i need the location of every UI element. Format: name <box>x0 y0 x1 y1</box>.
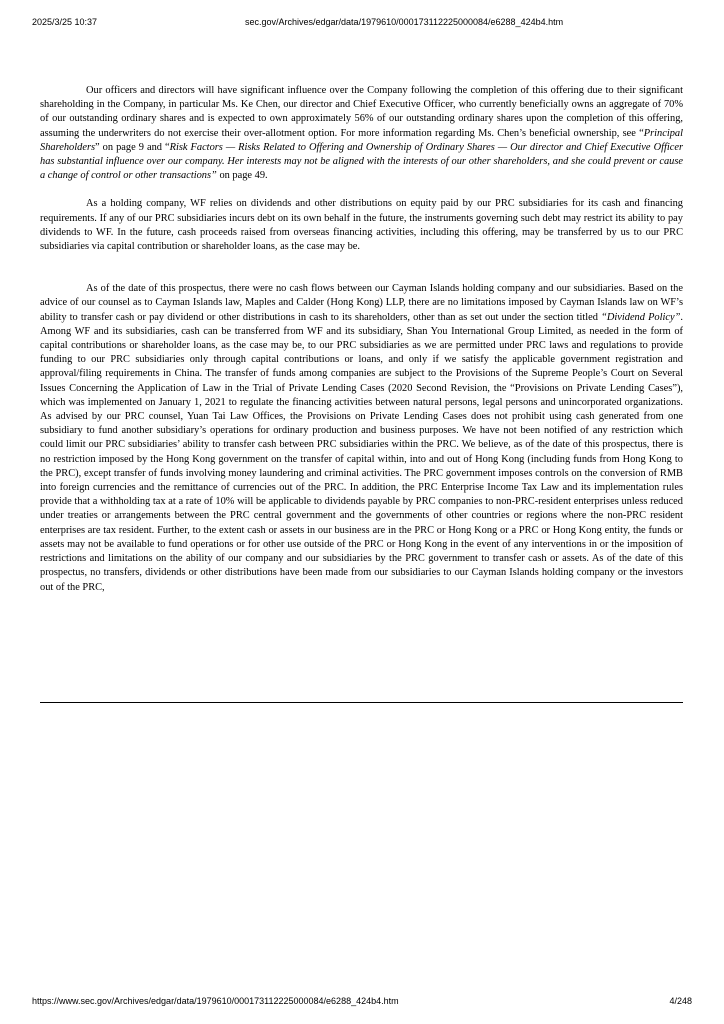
text-run: on page 49. <box>216 170 268 182</box>
header-url: sec.gov/Archives/edgar/data/1979610/000173112225000084/e6288_424b4.htm <box>245 17 564 27</box>
document-body <box>40 84 683 595</box>
italic-reference: Risk Factors — Risks Related to Offering and Ownership of Ordinary Shares — Our director and Chief Executive Officer has substantial influence over our company. Her interests may not be aligned with the interests of our other shareholders, and she could prevent or cause a change of control or other transactions” <box>40 141 683 182</box>
text-run: As of the date of this prospectus, there were no cash flows between our Cayman Islands holding company and our subsidiaries. Based on the advice of our counsel as to Cayman Islands law, Maples and Calder (Hong Kong) LLP, there are no limitations imposed by Cayman Islands law on WF’s ability to transfer cash or pay dividend or other distributions in cash to its shareholders, other than as set out under the section titled <box>40 283 683 323</box>
footer-url: https://www.sec.gov/Archives/edgar/data/1979610/000173112225000084/e6288_424b4.htm <box>32 996 399 1006</box>
header-datetime: 2025/3/25 10:37 <box>32 17 98 27</box>
text-run: Our officers and directors will have significant influence over the Company following the completion of this offering due to their significant shareholding in the Company, in particular Ms. Ke Chen, our director and Chief Executive Officer, who currently beneficially owns an aggregate of 70% of our outstanding ordinary shares and is expected to own approximately 56% of our outstanding ordinary shares upon the completion of this offering, assuming the underwriters do not exercise their over-allotment option. For more information regarding Ms. Chen’s beneficial ownership, see “ <box>40 85 683 139</box>
print-header <box>0 17 724 29</box>
print-footer <box>0 996 724 1008</box>
text-run: ” on page 9 and “ <box>95 141 170 153</box>
italic-reference: Principal Shareholders <box>40 127 683 153</box>
paragraph-officers-influence <box>40 84 683 183</box>
paragraph-cash-flows <box>40 282 683 594</box>
paragraph-holding-company: As a holding company, WF relies on dividends and other distributions on equity paid by our PRC subsidiaries for its cash and financing requirements. If any of our PRC subsidiaries incurs debt on its own behalf in the future, the instruments governing such debt may restrict its ability to pay dividends to WF. In the future, cash proceeds raised from overseas financing activities, including this offering, may be transferred by us to our PRC subsidiaries via capital contribution or shareholder loans, as the case may be. <box>40 198 683 253</box>
horizontal-rule <box>40 702 683 703</box>
page-number: 4/248 <box>669 996 692 1006</box>
italic-reference: “Dividend Policy” <box>601 311 681 323</box>
text-run: . Among WF and its subsidiaries, cash can be transferred from WF and its subsidiary, Shan You International Group Limited, as needed in the form of capital contributions or shareholder loans, as the case may be, to our PRC subsidiaries as we are permitted under PRC laws and regulations to provide funding to our PRC subsidiaries only through capital contributions or loans, and only if we satisfy the applicable government registration and approval/filing requirements in China. The transfer of funds among companies are subject to the Provisions of the Supreme People’s Court on Several Issues Concerning the Application of Law in the Trial of Private Lending Cases (2020 Second Revision, the “Provisions on Private Lending Cases”), which was implemented on January 1, 2021 to regulate the financing activities between natural persons, legal persons and unincorporated organizations. As advised by our PRC counsel, Yuan Tai Law Offices, the Provisions on Private Lending Cases does not prohibit using cash generated from one subsidiary to fund another subsidiary’s operations for ordinary production and business purposes. We have not been notified of any restriction which could limit our PRC subsidiaries’ ability to transfer cash between PRC subsidiaries within the PRC. We believe, as of the date of this prospectus, there is no restriction imposed by the Hong Kong government on the transfer of capital within, into and out of Hong Kong (including funds from Hong Kong to the PRC), except transfer of funds involving money laundering and criminal activities. The PRC government imposes controls on the conversion of RMB into foreign currencies and the remittance of currencies out of the PRC. In addition, the PRC Enterprise Income Tax Law and its implementation rules provide that a withholding tax at a rate of 10% will be applicable to dividends payable by PRC companies to non-PRC-resident enterprises unless reduced under treaties or arrangements between the PRC central government and the governments of other countries or regions where the non-PRC resident enterprises are tax resident. Further, to the extent cash or assets in our business are in the PRC or Hong Kong or a PRC or Hong Kong entity, the funds or assets may not be available to fund operations or for other use outside of the PRC or Hong Kong in the event of any interventions in or the imposition of restrictions and limitations on the ability of our company and our subsidiaries by the PRC government to transfer cash or assets. As of the date of this prospectus, no transfers, dividends or other distributions have been made from our subsidiaries to our Cayman Islands holding company or the investors out of the PRC, <box>40 311 683 593</box>
